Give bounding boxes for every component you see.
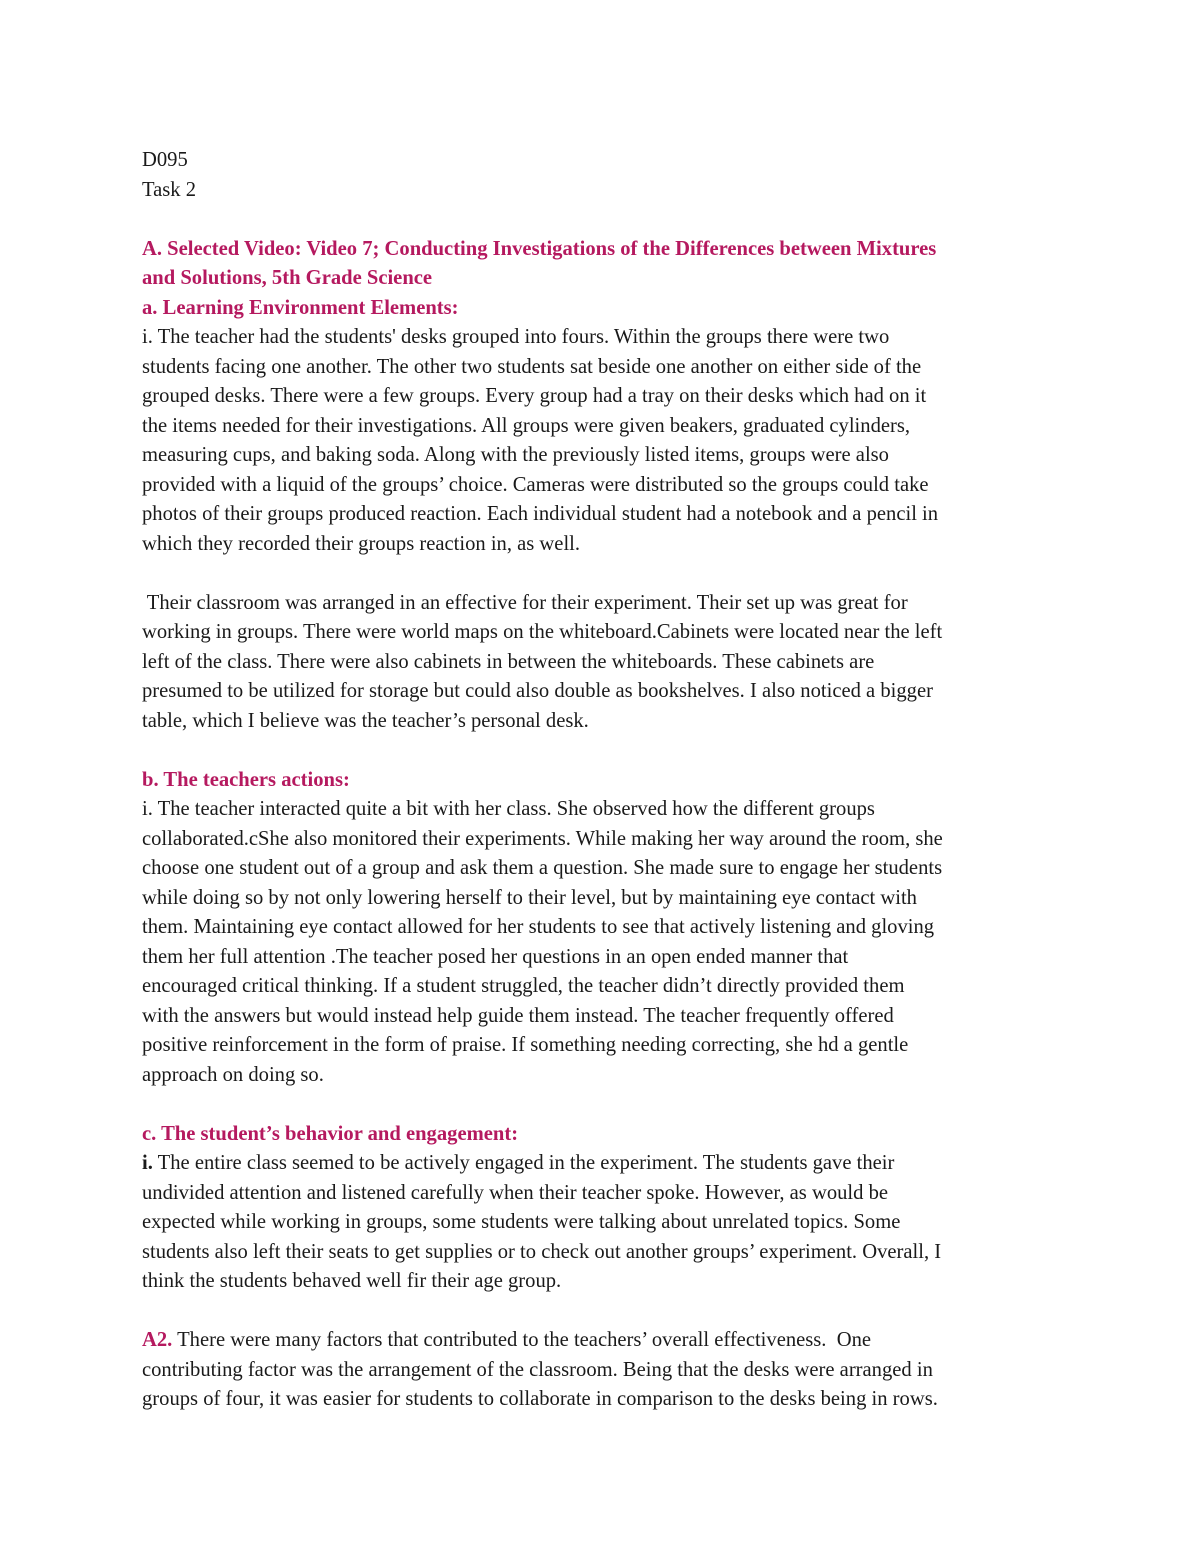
student-paragraph-line: undivided attention and listened carefully when their teacher spoke. However, as would be [142,1181,889,1204]
teacher-actions-heading: b. The teachers actions: [142,768,350,791]
student-list-marker: i. [142,1152,153,1174]
learning-paragraph-line: the items needed for their investigations. All groups were given beakers, graduated cylinders, [142,414,911,437]
teacher-paragraph-line: approach on doing so. [142,1063,324,1086]
a2-first-line-text: There were many factors that contributed to the teachers’ overall effectiveness. One [172,1329,872,1351]
document-page [142,146,1062,1415]
learning-paragraph-line: which they recorded their groups reaction in, as well. [142,532,581,555]
teacher-paragraph-line: collaborated.cShe also monitored their experiments. While making her way around the room, she [142,827,943,850]
learning-paragraph-line: photos of their groups produced reaction. Each individual student had a notebook and a pencil in [142,503,939,525]
student-behavior-heading: c. The student’s behavior and engagement: [142,1122,519,1145]
learning-paragraph-line: provided with a liquid of the groups’ choice. Cameras were distributed so the groups could take [142,473,929,496]
teacher-paragraph-line: with the answers but would instead help guide them instead. The teacher frequently offered [142,1004,894,1027]
learning-paragraph-line: grouped desks. There were a few groups. Every group had a tray on their desks which had on it [142,385,927,407]
student-paragraph-line: think the students behaved well fir their age group. [142,1270,562,1292]
teacher-paragraph-line: while doing so by not only lowering herself to their level, but by maintaining eye contact with [142,886,917,909]
section-a-heading-line-2: and Solutions, 5th Grade Science [142,267,433,289]
teacher-paragraph-line: positive reinforcement in the form of praise. If something needing correcting, she hd a gentle [142,1034,909,1056]
teacher-paragraph-line: encouraged critical thinking. If a student struggled, the teacher didn’t directly provided them [142,975,905,997]
classroom-paragraph-line: table, which I believe was the teacher’s personal desk. [142,709,589,732]
a2-paragraph-line: groups of four, it was easier for students to collaborate in comparison to the desks being in rows. [142,1388,938,1410]
spacer [142,736,1062,766]
classroom-paragraph-line: left of the class. There were also cabinets in between the whiteboards. These cabinets are [142,650,875,673]
teacher-paragraph-line: them. Maintaining eye contact allowed for her students to see that actively listening and gloving [142,916,935,938]
section-a-heading-line-1: A. Selected Video: Video 7; Conducting Investigations of the Differences between Mixtures [142,237,937,260]
course-code: D095 [142,149,188,171]
teacher-paragraph-line: them her full attention .The teacher posed her questions in an open ended manner that [142,945,849,968]
learning-paragraph-line: students facing one another. The other two students sat beside one another on either side of the [142,355,922,378]
learning-paragraph-line: i. The teacher had the students' desks grouped into fours. Within the groups there were two [142,326,890,348]
teacher-paragraph-line: choose one student out of a group and ask them a question. She made sure to engage her students [142,857,943,879]
task-label: Task 2 [142,178,197,201]
student-paragraph-line: expected while working in groups, some students were talking about unrelated topics. Some [142,1211,901,1233]
spacer [142,1297,1062,1327]
a2-paragraph-line: contributing factor was the arrangement of the classroom. Being that the desks were arranged in [142,1358,933,1381]
spacer [142,205,1062,235]
a2-paragraph-first-line [142,1326,1062,1356]
spacer [142,559,1062,589]
student-paragraph-line: students also left their seats to get supplies or to check out another groups’ experiment. Overall, I [142,1240,942,1263]
learning-environment-heading: a. Learning Environment Elements: [142,296,459,319]
student-paragraph-first-line [142,1149,1062,1179]
classroom-paragraph-line: presumed to be utilized for storage but could also double as bookshelves. I also noticed a bigger [142,680,933,702]
a2-marker: A2. [142,1329,173,1351]
teacher-paragraph-line: i. The teacher interacted quite a bit with her class. She observed how the different groups [142,798,875,820]
student-first-line-text: The entire class seemed to be actively engaged in the experiment. The students gave their [152,1152,895,1174]
spacer [142,1090,1062,1120]
classroom-paragraph-line: Their classroom was arranged in an effective for their experiment. Their set up was great for [142,591,908,614]
learning-paragraph-line: measuring cups, and baking soda. Along with the previously listed items, groups were also [142,444,889,466]
classroom-paragraph-line: working in groups. There were world maps on the whiteboard.Cabinets were located near the left [142,621,943,643]
